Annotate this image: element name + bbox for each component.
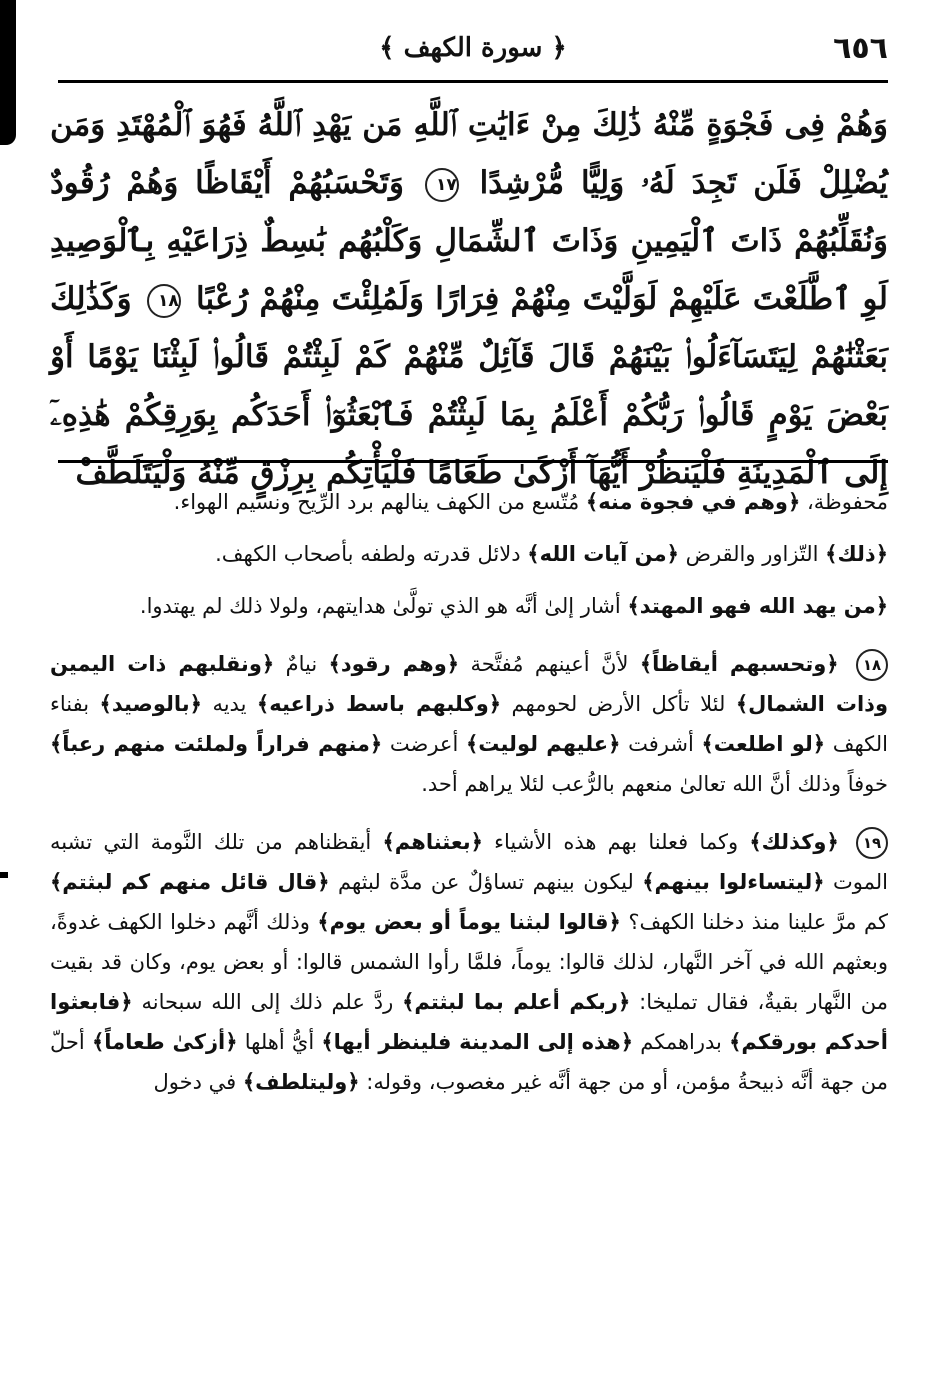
text: أعرضت (389, 732, 459, 756)
quoted-verse: ﴿منهم فراراً ولملئت منهم رعباً﴾ (50, 732, 383, 756)
quoted-verse: ﴿وهم رقود﴾ (328, 652, 460, 676)
text: أحلّ من جهة أنَّه ذبيحةُ مؤمن، أو من جهة أنَّه غير مغصوب، وقوله: (50, 1030, 888, 1094)
quoted-verse: ﴿ربكم أعلم بما لبثتم﴾ (402, 990, 631, 1014)
page-header (58, 22, 888, 74)
text: أيقظناهم من تلك النَّومة التي تشبه الموت (50, 830, 888, 894)
text: مُتّسع من الكهف ينالهم برد الرِّيح ونسيم الهواء. (173, 490, 580, 514)
quran-text-block (50, 96, 888, 491)
commentary-paragraph (50, 482, 888, 522)
quoted-verse: ﴿ليتساءلوا بينهم﴾ (642, 870, 825, 894)
quoted-verse: ﴿وكذلك﴾ (749, 830, 839, 854)
quran-segment: وَتَحْسَبُهُمْ أَيْقَاظًا وَهُمْ رُقُودٌ وَنُقَلِّبُهُمْ ذَاتَ ٱلْيَمِينِ وَذَاتَ ٱلشِّمَالِ وَكَلْبُهُم بَٰسِطٌ ذِرَاعَيْهِ بِٱلْوَصِيدِ لَوِ ٱطَّلَعْتَ عَلَيْهِمْ لَوَلَّيْتَ مِنْهُمْ فِرَارًا وَلَمُلِئْتَ مِنْهُمْ رُعْبًا (50, 165, 888, 317)
page-number: ٦٥٦ (833, 30, 888, 66)
text: محفوظة، (806, 490, 888, 514)
quoted-verse: ﴿ونقلبهم ذات اليمين وذات الشمال﴾ (50, 652, 889, 716)
commentary-paragraph (50, 586, 888, 626)
quoted-verse: ﴿وكلبهم باسط ذراعيه﴾ (256, 692, 502, 716)
quoted-verse: ﴿قالوا لبثنا يوماً أو بعض يوم﴾ (317, 910, 621, 934)
verse-number-badge: ١٩ (856, 827, 888, 859)
text: دلائل قدرته ولطفه بأصحاب الكهف. (215, 542, 521, 566)
text: وكما فعلنا بهم هذه الأشياء (494, 830, 739, 854)
text: خوفاً وذلك أنَّ الله تعالىٰ منعهم بالرُّعب لئلا يراهم أحد. (421, 772, 888, 796)
text: التّزاور والقرض (685, 542, 819, 566)
section-divider (58, 460, 888, 463)
quoted-verse: ﴿أزكىٰ طعاماً﴾ (91, 1030, 238, 1054)
commentary-block (50, 482, 888, 1114)
quran-segment: وَهُمْ فِى فَجْوَةٍ مِّنْهُ ذَٰلِكَ مِنْ ءَايَٰتِ ٱللَّهِ مَن يَهْدِ ٱللَّهُ فَهُوَ ٱلْمُهْتَدِ وَمَن يُضْلِلْ فَلَن تَجِدَ لَهُۥ وَلِيًّا مُّرْشِدًا (50, 107, 888, 201)
text: لأنَّ أعينهم مُفتَّحة (470, 652, 629, 676)
header-rule (58, 80, 888, 83)
commentary-paragraph (50, 644, 888, 804)
quoted-verse: ﴿لو اطلعت﴾ (701, 732, 826, 756)
surah-title: ﴿ سورة الكهف ﴾ (379, 33, 567, 63)
quoted-verse: ﴿وتحسبهم أيقاظاً﴾ (639, 652, 839, 676)
text: ليكون بينهم تساؤلٌ عن مدَّة لبثهم (338, 870, 634, 894)
text: وذلك أنَّهم دخلوا الكهف غدوةً، وبعثهم الله في آخر النَّهار، لذلك قالوا: يوماً، فلمَّا رأوا الشمس قالوا: أو بعض يوم، وكان قد بقيت من النَّهار بقيةٌ، فقال تمليخا: (50, 910, 888, 1014)
quoted-verse: ﴿فابعثوا أحدكم بورقكم﴾ (50, 990, 888, 1054)
text: ردَّ علم ذلك إلى الله سبحانه (141, 990, 394, 1014)
text: في دخول (153, 1070, 237, 1094)
text: أيُّ أهلها (244, 1030, 315, 1054)
quran-segment: وَكَذَٰلِكَ بَعَثْنَٰهُمْ لِيَتَسَآءَلُوا۟ بَيْنَهُمْ قَالَ قَآئِلٌ مِّنْهُمْ كَمْ لَبِثْتُمْ قَالُوا۟ لَبِثْنَا يَوْمًا أَوْ بَعْضَ يَوْمٍ قَالُوا۟ رَبُّكُمْ أَعْلَمُ بِمَا لَبِثْتُمْ فَٱبْعَثُوٓا۟ أَحَدَكُم بِوَرِقِكُمْ هَٰذِهِۦٓ إِلَى ٱلْمَدِينَةِ فَلْيَنظُرْ أَيُّهَآ أَزْكَىٰ طَعَامًا فَلْيَأْتِكُم بِرِزْقٍ مِّنْهُ وَلْيَتَلَطَّفْ (50, 281, 888, 491)
verse-number-badge: ١٨ (856, 649, 888, 681)
quoted-verse: ﴿من آيات الله﴾ (527, 542, 679, 566)
text: نيامٌ (285, 652, 318, 676)
quoted-verse: ﴿بالوصيد﴾ (99, 692, 202, 716)
ayah-number-marker: ١٨ (147, 284, 181, 318)
quoted-verse: ﴿قال قائل منهم كم لبثتم﴾ (50, 870, 330, 894)
ayah-number-marker: ١٧ (425, 168, 459, 202)
quoted-verse: ﴿وهم في فجوة منه﴾ (585, 490, 801, 514)
text: أشرفت (628, 732, 694, 756)
text: لئلا تأكل الأرض لحومهم (511, 692, 726, 716)
margin-mark (0, 872, 8, 878)
text: كم مرَّ علينا منذ دخلنا الكهف؟ (628, 910, 888, 934)
quoted-verse: ﴿عليهم لوليت﴾ (465, 732, 621, 756)
text: أشار إلىٰ أنَّه هو الذي تولَّىٰ هدايتهم، ولولا ذلك لم يهتدوا. (139, 594, 621, 618)
page-spine-shadow (0, 0, 16, 145)
text: يديه (212, 692, 247, 716)
quoted-verse: ﴿ذلك﴾ (825, 542, 888, 566)
quoted-verse: ﴿هذه إلى المدينة فلينظر أيها﴾ (321, 1030, 634, 1054)
quoted-verse: ﴿وليتلطف﴾ (242, 1070, 360, 1094)
text: بدراهمكم (640, 1030, 722, 1054)
commentary-paragraph (50, 534, 888, 574)
quoted-verse: ﴿من يهد الله فهو المهتد﴾ (627, 594, 888, 618)
commentary-paragraph (50, 822, 888, 1102)
text: بفناء الكهف (50, 692, 888, 756)
quoted-verse: ﴿بعثناهم﴾ (382, 830, 483, 854)
